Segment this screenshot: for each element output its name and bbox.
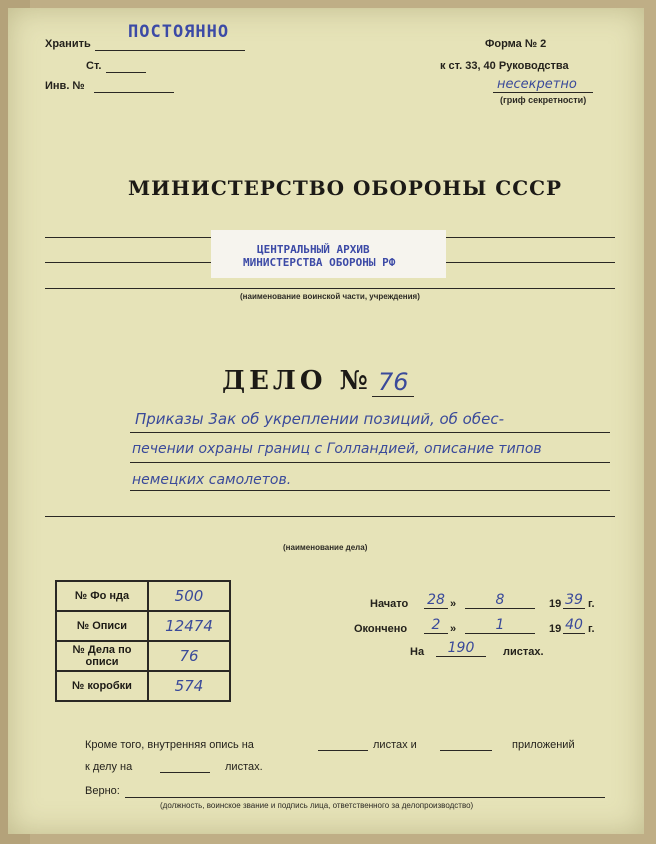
verno-label: Верно: — [85, 785, 120, 797]
reference-label: к ст. 33, 40 Руководства — [440, 60, 569, 72]
ended-month: 1 — [465, 617, 535, 634]
case-description-line2: печении охраны границ с Голландией, описание типов — [132, 441, 542, 457]
footer-line1-a: Кроме того, внутренняя опись на — [85, 739, 254, 751]
desc-line-3 — [130, 490, 610, 491]
box-label: № коробки — [56, 671, 148, 701]
table-row — [56, 611, 230, 641]
footer-line1-c: приложений — [512, 739, 575, 751]
keep-label: Хранить — [45, 38, 91, 50]
table-row — [56, 641, 230, 671]
begun-day: 28 — [424, 592, 448, 609]
inventory-number-label: № Описи — [56, 611, 148, 641]
footer-line2-a: к делу на — [85, 761, 133, 773]
table-row — [56, 671, 230, 701]
ended-year-prefix: 19 — [549, 623, 562, 635]
case-number: 76 — [378, 368, 409, 396]
fund-value: 500 — [148, 581, 230, 611]
sheets-on-label: На — [410, 646, 425, 658]
form-label: Форма № 2 — [485, 38, 547, 50]
keep-value-stamp: ПОСТОЯННО — [128, 22, 230, 42]
begun-year-suffix: г. — [588, 598, 595, 610]
case-caption: (наименование дела) — [283, 543, 368, 552]
case-description-line3: немецких самолетов. — [132, 472, 292, 488]
ended-label: Окончено — [354, 623, 408, 635]
article-line — [106, 72, 146, 73]
case-label: ДЕЛО № — [222, 366, 372, 396]
begun-year-prefix: 19 — [549, 598, 562, 610]
case-description-line1: Приказы 3ак об укреплении позиций, об обес- — [135, 410, 504, 428]
begun-month: 8 — [465, 592, 535, 609]
verno-line — [125, 797, 605, 798]
fund-label: № Фо нда — [56, 581, 148, 611]
case-number-line — [372, 396, 414, 397]
footer-line1-blank1 — [318, 750, 368, 751]
ended-year-suffix: г. — [588, 623, 595, 635]
article-label: Ст. — [86, 60, 102, 72]
ended-day: 2 — [424, 617, 448, 634]
archive-codes-table — [55, 580, 231, 702]
begun-year: 39 — [563, 592, 585, 609]
verno-caption: (должность, воинское звание и подпись лица, ответственного за делопроизводство) — [160, 801, 474, 810]
table-row — [56, 581, 230, 611]
footer-line2-b: листах. — [225, 761, 263, 773]
ended-year: 40 — [563, 617, 585, 634]
archive-stamp-line2: МИНИСТЕРСТВА ОБОРОНЫ РФ — [243, 256, 396, 269]
unit-line-3 — [45, 288, 615, 289]
ministry-title: МИНИСТЕРСТВО ОБОРОНЫ СССР — [128, 176, 563, 200]
sheets-label: листах. — [503, 646, 544, 658]
desc-line-1 — [130, 432, 610, 433]
footer-line1-blank2 — [440, 750, 492, 751]
case-by-inventory-label: № Дела по описи — [56, 641, 148, 671]
secrecy-caption: (гриф секретности) — [500, 95, 587, 105]
inventory-label: Инв. № — [45, 80, 85, 92]
case-by-inventory-value: 76 — [148, 641, 230, 671]
secrecy-line — [493, 92, 593, 93]
desc-line-4 — [45, 516, 615, 517]
sheets-count: 190 — [436, 640, 486, 657]
box-value: 574 — [148, 671, 230, 701]
desc-line-2 — [130, 462, 610, 463]
footer-line2-blank — [160, 772, 210, 773]
inventory-number-value: 12474 — [148, 611, 230, 641]
keep-line — [95, 50, 245, 51]
inventory-line — [94, 92, 174, 93]
footer-line1-b: листах и — [373, 739, 417, 751]
unit-caption: (наименование воинской части, учреждения) — [240, 292, 420, 301]
secrecy-value: несекретно — [497, 77, 577, 92]
begun-label: Начато — [370, 598, 409, 610]
archive-stamp-line1: ЦЕНТРАЛЬНЫЙ АРХИВ — [257, 243, 370, 256]
